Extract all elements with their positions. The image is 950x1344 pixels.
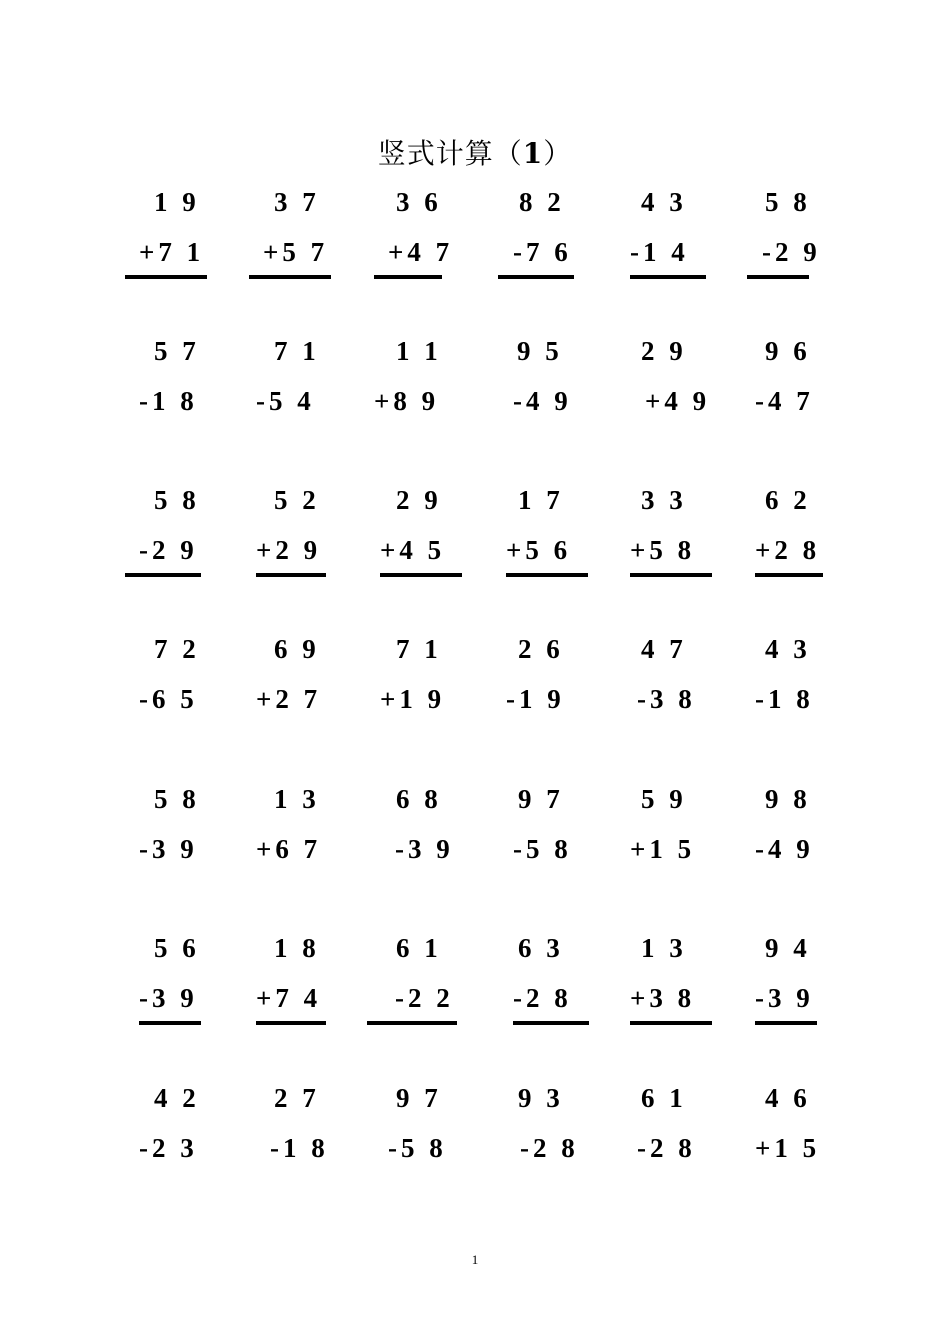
bottom-operand: +2 7 <box>256 684 322 714</box>
bottom-operand: -5 8 <box>513 834 572 864</box>
top-number: 4 7 <box>641 634 687 664</box>
answer-line <box>747 275 809 279</box>
answer-line <box>630 573 712 577</box>
top-number: 6 8 <box>396 784 442 814</box>
bottom-operand: -3 9 <box>755 983 814 1013</box>
bottom-operand: -1 8 <box>755 684 814 714</box>
top-number: 5 9 <box>641 784 687 814</box>
top-number: 9 7 <box>518 784 564 814</box>
top-number: 9 7 <box>396 1083 442 1113</box>
bottom-operand: -4 7 <box>755 386 814 416</box>
top-number: 9 6 <box>765 336 811 366</box>
bottom-operand: +7 4 <box>256 983 322 1013</box>
top-number: 1 1 <box>396 336 442 366</box>
top-number: 2 7 <box>274 1083 320 1113</box>
answer-line <box>630 275 706 279</box>
bottom-operand: -1 9 <box>506 684 565 714</box>
answer-line <box>367 1021 457 1025</box>
bottom-operand: -2 8 <box>637 1133 696 1163</box>
bottom-operand: -4 9 <box>755 834 814 864</box>
top-number: 7 1 <box>274 336 320 366</box>
top-number: 9 4 <box>765 933 811 963</box>
top-number: 3 6 <box>396 187 442 217</box>
bottom-operand: -3 8 <box>637 684 696 714</box>
top-number: 4 3 <box>765 634 811 664</box>
answer-line <box>125 275 207 279</box>
bottom-operand: -1 8 <box>139 386 198 416</box>
bottom-operand: +6 7 <box>256 834 322 864</box>
bottom-operand: +1 9 <box>380 684 446 714</box>
answer-line <box>256 573 326 577</box>
bottom-operand: -5 4 <box>256 386 315 416</box>
answer-line <box>125 573 201 577</box>
bottom-operand: -2 3 <box>139 1133 198 1163</box>
top-number: 6 1 <box>396 933 442 963</box>
answer-line <box>249 275 331 279</box>
bottom-operand: +7 1 <box>139 237 205 267</box>
bottom-operand: -2 8 <box>520 1133 579 1163</box>
top-number: 6 3 <box>518 933 564 963</box>
top-number: 5 8 <box>154 784 200 814</box>
top-number: 2 6 <box>518 634 564 664</box>
top-number: 1 7 <box>518 485 564 515</box>
top-number: 6 1 <box>641 1083 687 1113</box>
title-text: 竖式计算（ <box>377 137 523 170</box>
top-number: 4 2 <box>154 1083 200 1113</box>
bottom-operand: +5 7 <box>263 237 329 267</box>
bottom-operand: -2 8 <box>513 983 572 1013</box>
top-number: 4 6 <box>765 1083 811 1113</box>
bottom-operand: -6 5 <box>139 684 198 714</box>
answer-line <box>506 573 588 577</box>
bottom-operand: -1 8 <box>270 1133 329 1163</box>
bottom-operand: +5 8 <box>630 535 696 565</box>
top-number: 5 8 <box>154 485 200 515</box>
bottom-operand: +8 9 <box>374 386 440 416</box>
answer-line <box>755 573 823 577</box>
top-number: 5 8 <box>765 187 811 217</box>
title-close: ） <box>543 137 573 170</box>
answer-line <box>374 275 442 279</box>
top-number: 5 6 <box>154 933 200 963</box>
bottom-operand: +4 9 <box>645 386 711 416</box>
page-number: 1 <box>471 1252 479 1267</box>
top-number: 4 3 <box>641 187 687 217</box>
top-number: 1 3 <box>641 933 687 963</box>
bottom-operand: -2 9 <box>139 535 198 565</box>
top-number: 7 2 <box>154 634 200 664</box>
answer-line <box>630 1021 712 1025</box>
top-number: 7 1 <box>396 634 442 664</box>
bottom-operand: +5 6 <box>506 535 572 565</box>
bottom-operand: -5 8 <box>388 1133 447 1163</box>
answer-line <box>755 1021 817 1025</box>
title-number: 1 <box>522 137 544 170</box>
answer-line <box>380 573 462 577</box>
bottom-operand: +2 9 <box>256 535 322 565</box>
bottom-operand: -7 6 <box>513 237 572 267</box>
top-number: 1 9 <box>154 187 200 217</box>
bottom-operand: -3 9 <box>139 983 198 1013</box>
top-number: 2 9 <box>396 485 442 515</box>
bottom-operand: -3 9 <box>139 834 198 864</box>
top-number: 9 5 <box>517 336 563 366</box>
bottom-operand: -2 2 <box>395 983 454 1013</box>
bottom-operand: +3 8 <box>630 983 696 1013</box>
top-number: 5 7 <box>154 336 200 366</box>
bottom-operand: -3 9 <box>395 834 454 864</box>
top-number: 3 3 <box>641 485 687 515</box>
top-number: 3 7 <box>274 187 320 217</box>
answer-line <box>513 1021 589 1025</box>
top-number: 1 8 <box>274 933 320 963</box>
answer-line <box>256 1021 326 1025</box>
top-number: 6 9 <box>274 634 320 664</box>
top-number: 2 9 <box>641 336 687 366</box>
top-number: 5 2 <box>274 485 320 515</box>
top-number: 1 3 <box>274 784 320 814</box>
bottom-operand: +4 7 <box>388 237 454 267</box>
top-number: 6 2 <box>765 485 811 515</box>
answer-line <box>498 275 574 279</box>
bottom-operand: +2 8 <box>755 535 821 565</box>
answer-line <box>139 1021 201 1025</box>
top-number: 8 2 <box>519 187 565 217</box>
bottom-operand: +4 5 <box>380 535 446 565</box>
bottom-operand: +1 5 <box>755 1133 821 1163</box>
top-number: 9 3 <box>518 1083 564 1113</box>
bottom-operand: -2 9 <box>762 237 821 267</box>
top-number: 9 8 <box>765 784 811 814</box>
bottom-operand: -1 4 <box>630 237 689 267</box>
bottom-operand: +1 5 <box>630 834 696 864</box>
page-title <box>0 132 950 172</box>
bottom-operand: -4 9 <box>513 386 572 416</box>
